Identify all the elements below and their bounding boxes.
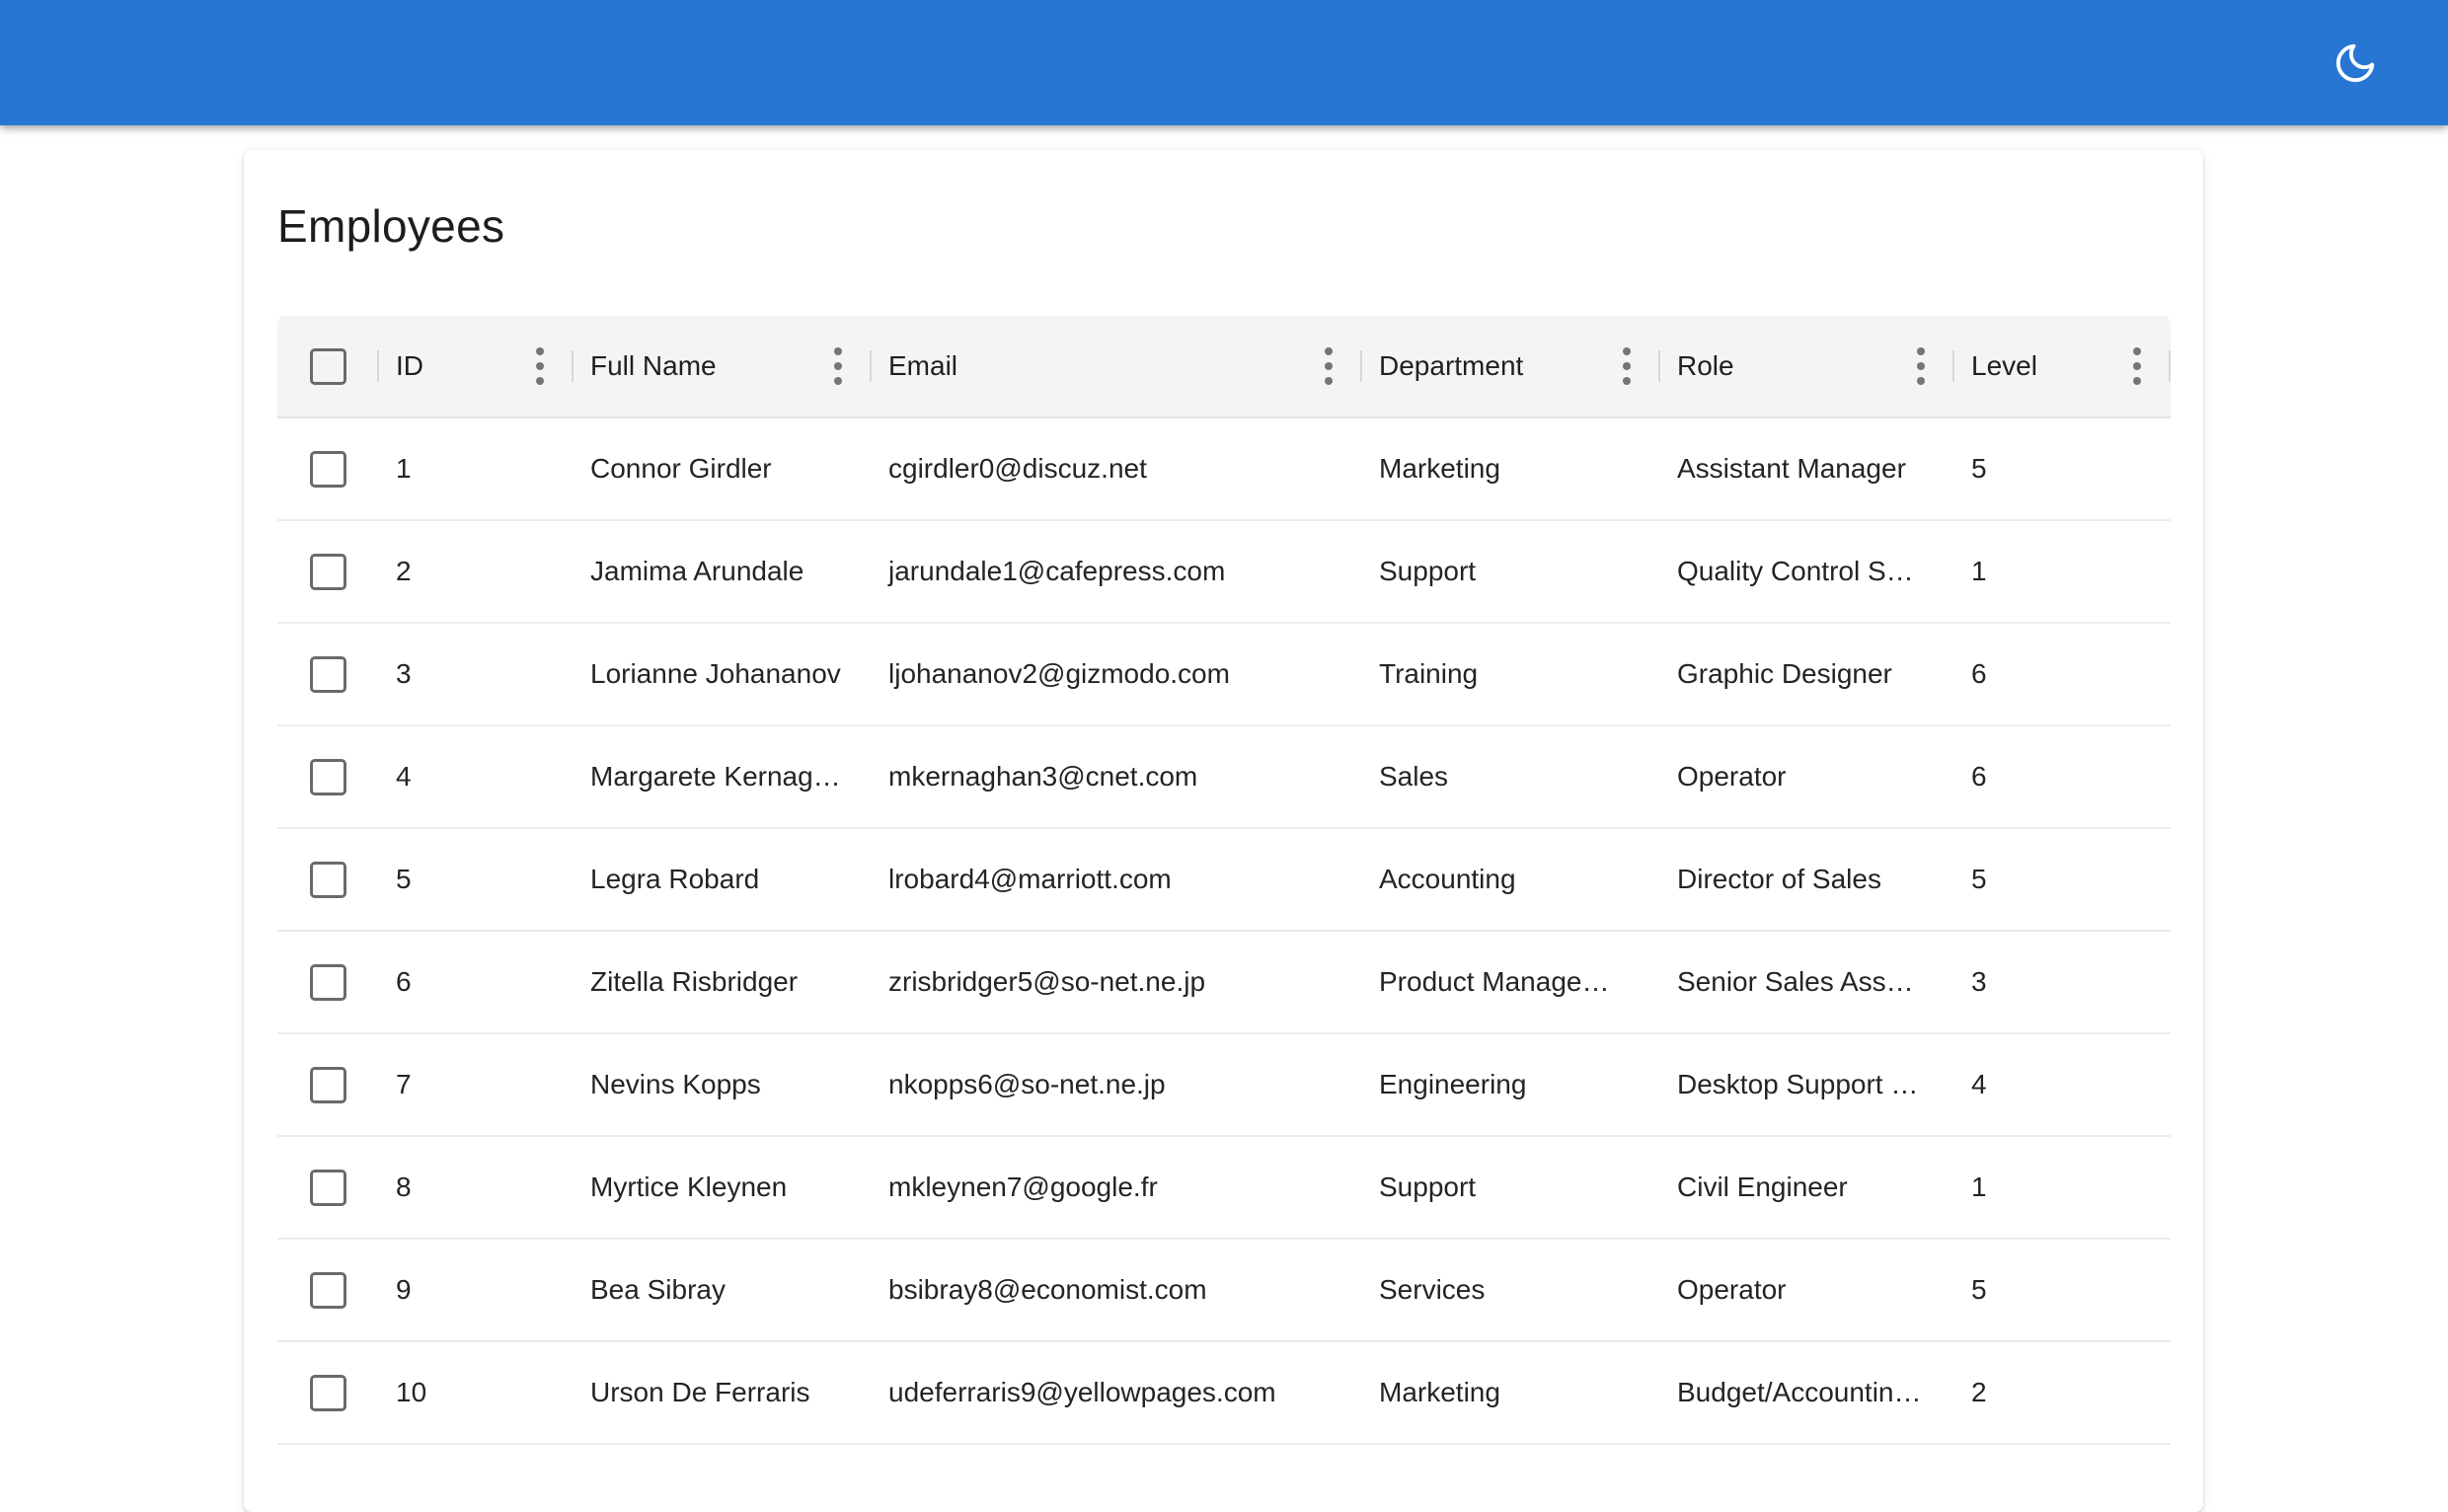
column-menu-icon-department[interactable] — [1617, 341, 1637, 391]
cell-select — [277, 418, 379, 519]
row-checkbox[interactable] — [310, 656, 346, 693]
table-row[interactable] — [277, 932, 2171, 1034]
kebab-dot — [1325, 347, 1333, 355]
appbar — [0, 0, 2448, 125]
theme-toggle-button[interactable] — [2314, 22, 2397, 105]
cell-level: 1 — [1971, 556, 1987, 586]
kebab-dot — [536, 362, 544, 370]
cell-select — [277, 1137, 379, 1238]
kebab-dot — [834, 362, 842, 370]
table-row[interactable] — [277, 418, 2171, 521]
table-row[interactable] — [277, 1034, 2171, 1137]
cell-fullName: Margarete Kernag… — [590, 761, 841, 792]
cell-select — [277, 1034, 379, 1135]
column-menu-icon-fullName[interactable] — [828, 341, 848, 391]
row-checkbox[interactable] — [310, 1272, 346, 1309]
kebab-dot — [834, 377, 842, 385]
kebab-dot — [536, 347, 544, 355]
employees-table — [277, 316, 2171, 1445]
cell-email: zrisbridger5@so-net.ne.jp — [888, 966, 1206, 997]
kebab-dot — [1917, 377, 1925, 385]
cell-role: Budget/Accountin… — [1677, 1377, 1922, 1407]
column-header-label: Department — [1379, 350, 1524, 381]
cell-role: Senior Sales Ass… — [1677, 966, 1914, 997]
cell-department: Support — [1379, 1172, 1477, 1202]
column-header-email[interactable] — [872, 316, 1362, 416]
employees-card — [244, 150, 2203, 1512]
column-header-label: Full Name — [590, 350, 717, 381]
cell-level: 5 — [1971, 864, 1987, 894]
row-checkbox[interactable] — [310, 451, 346, 488]
cell-select — [277, 1240, 379, 1340]
cell-id: 4 — [396, 761, 412, 792]
kebab-dot — [1623, 362, 1631, 370]
column-header-department[interactable] — [1362, 316, 1660, 416]
cell-level: 5 — [1971, 453, 1987, 484]
table-row[interactable] — [277, 624, 2171, 726]
cell-select — [277, 932, 379, 1032]
cell-select — [277, 829, 379, 930]
row-checkbox[interactable] — [310, 964, 346, 1001]
column-header-id[interactable] — [379, 316, 574, 416]
cell-email: cgirdler0@discuz.net — [888, 453, 1147, 484]
cell-role: Quality Control S… — [1677, 556, 1914, 586]
cell-email: mkernaghan3@cnet.com — [888, 761, 1198, 792]
cell-department: Training — [1379, 658, 1479, 689]
cell-id: 1 — [396, 453, 412, 484]
cell-level: 1 — [1971, 1172, 1987, 1202]
cell-email: mkleynen7@google.fr — [888, 1172, 1158, 1202]
column-menu-icon-role[interactable] — [1911, 341, 1931, 391]
table-row[interactable] — [277, 1240, 2171, 1342]
row-checkbox[interactable] — [310, 1170, 346, 1206]
page-title: Employees — [277, 200, 505, 252]
table-row[interactable] — [277, 1137, 2171, 1240]
kebab-dot — [2133, 377, 2141, 385]
row-checkbox[interactable] — [310, 554, 346, 590]
column-header-label: ID — [396, 350, 423, 381]
cell-role: Desktop Support … — [1677, 1069, 1919, 1099]
cell-select — [277, 1342, 379, 1443]
column-header-label: Role — [1677, 350, 1734, 381]
table-body — [277, 418, 2171, 1445]
kebab-dot — [2133, 347, 2141, 355]
cell-level: 6 — [1971, 761, 1987, 792]
cell-id: 5 — [396, 864, 412, 894]
table-row[interactable] — [277, 829, 2171, 932]
cell-level: 3 — [1971, 966, 1987, 997]
cell-role: Operator — [1677, 761, 1787, 792]
column-header-fullName[interactable] — [574, 316, 872, 416]
cell-department: Product Manage… — [1379, 966, 1610, 997]
kebab-dot — [1325, 377, 1333, 385]
cell-id: 6 — [396, 966, 412, 997]
row-checkbox[interactable] — [310, 759, 346, 795]
row-checkbox[interactable] — [310, 1067, 346, 1103]
cell-email: lrobard4@marriott.com — [888, 864, 1172, 894]
cell-level: 6 — [1971, 658, 1987, 689]
cell-role: Civil Engineer — [1677, 1172, 1848, 1202]
table-row[interactable] — [277, 521, 2171, 624]
cell-fullName: Lorianne Johananov — [590, 658, 841, 689]
cell-role: Graphic Designer — [1677, 658, 1892, 689]
column-separator — [2169, 350, 2171, 382]
column-header-label: Email — [888, 350, 958, 381]
column-menu-icon-id[interactable] — [530, 341, 550, 391]
kebab-dot — [1623, 347, 1631, 355]
kebab-dot — [536, 377, 544, 385]
cell-level: 4 — [1971, 1069, 1987, 1099]
kebab-dot — [1917, 362, 1925, 370]
column-header-select-all — [277, 316, 379, 416]
column-menu-icon-level[interactable] — [2127, 341, 2147, 391]
cell-email: jarundale1@cafepress.com — [888, 556, 1226, 586]
cell-level: 5 — [1971, 1274, 1987, 1305]
column-header-role[interactable] — [1660, 316, 1954, 416]
cell-fullName: Connor Girdler — [590, 453, 772, 484]
cell-id: 7 — [396, 1069, 412, 1099]
select-all-checkbox[interactable] — [310, 348, 346, 385]
cell-select — [277, 521, 379, 622]
cell-id: 8 — [396, 1172, 412, 1202]
cell-id: 2 — [396, 556, 412, 586]
cell-fullName: Myrtice Kleynen — [590, 1172, 788, 1202]
cell-fullName: Legra Robard — [590, 864, 760, 894]
cell-fullName: Nevins Kopps — [590, 1069, 761, 1099]
cell-fullName: Bea Sibray — [590, 1274, 726, 1305]
cell-department: Accounting — [1379, 864, 1516, 894]
kebab-dot — [834, 347, 842, 355]
column-menu-icon-email[interactable] — [1319, 341, 1339, 391]
column-header-label: Level — [1971, 350, 2037, 381]
cell-department: Engineering — [1379, 1069, 1527, 1099]
row-checkbox[interactable] — [310, 1375, 346, 1411]
table-row[interactable] — [277, 1342, 2171, 1445]
cell-role: Director of Sales — [1677, 864, 1881, 894]
cell-fullName: Jamima Arundale — [590, 556, 804, 586]
table-row[interactable] — [277, 726, 2171, 829]
cell-department: Support — [1379, 556, 1477, 586]
cell-select — [277, 726, 379, 827]
cell-email: bsibray8@economist.com — [888, 1274, 1207, 1305]
kebab-dot — [1917, 347, 1925, 355]
cell-id: 9 — [396, 1274, 412, 1305]
cell-department: Services — [1379, 1274, 1486, 1305]
table-header-row — [277, 316, 2171, 418]
cell-department: Sales — [1379, 761, 1449, 792]
cell-role: Operator — [1677, 1274, 1787, 1305]
cell-level: 2 — [1971, 1377, 1987, 1407]
cell-fullName: Zitella Risbridger — [590, 966, 799, 997]
kebab-dot — [2133, 362, 2141, 370]
cell-fullName: Urson De Ferraris — [590, 1377, 810, 1407]
cell-department: Marketing — [1379, 453, 1500, 484]
cell-id: 10 — [396, 1377, 427, 1407]
moon-icon — [2333, 40, 2378, 86]
column-header-level[interactable] — [1954, 316, 2171, 416]
kebab-dot — [1325, 362, 1333, 370]
row-checkbox[interactable] — [310, 862, 346, 898]
cell-email: udeferraris9@yellowpages.com — [888, 1377, 1276, 1407]
cell-department: Marketing — [1379, 1377, 1500, 1407]
cell-select — [277, 624, 379, 724]
cell-role: Assistant Manager — [1677, 453, 1906, 484]
cell-email: nkopps6@so-net.ne.jp — [888, 1069, 1166, 1099]
cell-email: ljohananov2@gizmodo.com — [888, 658, 1230, 689]
kebab-dot — [1623, 377, 1631, 385]
cell-id: 3 — [396, 658, 412, 689]
